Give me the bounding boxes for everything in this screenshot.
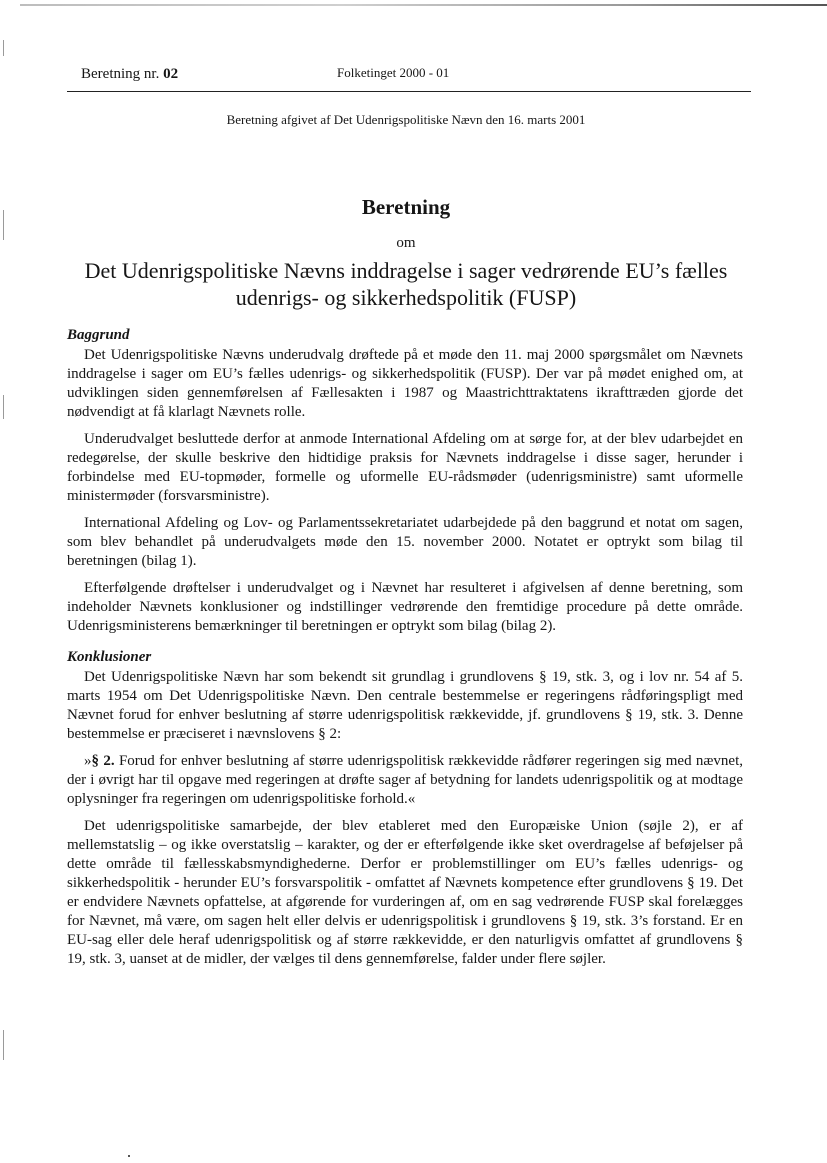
scan-left-mark xyxy=(3,395,4,419)
scan-left-mark xyxy=(3,40,4,56)
paragraph: Efterfølgende drøftelser i underudvalget og i Nævnet har resulteret i afgivelsen af denne beretning, som indeholder Nævnets konklusioner og indstillinger vedrørende den fremtidige procedure på dette område. Udenrigsministerens bemærkninger til beretningen er optrykt som bilag (bilag 2). xyxy=(67,580,743,634)
document-title: Beretning xyxy=(361,195,451,219)
session-label: Folketinget 2000 - 01 xyxy=(337,65,450,80)
section-heading-baggrund: Baggrund xyxy=(67,327,130,343)
law-quote xyxy=(67,752,743,809)
paragraph: Det Udenrigspolitiske Nævn har som bekendt sit grundlag i grundlovens § 19, stk. 3, og i lov nr. 54 af 5. marts 1954 om Det Udenrigspolitiske Nævn. Den centrale bestemmelse er regeringens rådføringspligt med Nævnet forud for enhver beslutning af større udenrigspolitisk rækkevidde, jf. grundlovens § 19, stk. 3. Denne bestemmelse er præciseret i nævnslovens § 2: xyxy=(67,669,743,742)
document-body xyxy=(67,326,743,977)
section-heading-konklusioner: Konklusioner xyxy=(67,649,152,665)
header-divider xyxy=(67,91,751,92)
scan-left-mark xyxy=(3,1030,4,1060)
submitted-line: Beretning afgivet af Det Udenrigspolitiske Nævn den 16. marts 2001 xyxy=(226,112,586,127)
paragraph: Det udenrigspolitiske samarbejde, der blev etableret med den Europæiske Union (søjle 2), er af mellemstatslig – og ikke overstatslig – karakter, og der er efterfølgende ikke sket overdragelse af beføjelser på dette område til fællesskabsmyndighederne. Derfor er problemstillinger om EU’s fælles udenrigs- og sikkerhedspolitik - herunder EU’s forsvarspolitik - omfattet af Nævnets kompetence efter grundlovens § 19. Det er endvidere Nævnets opfattelse, at afgørende for vurderingen af, om en sag vedrørende FUSP skal forelægges for Nævnet, må være, om sagen helt eller delvis er udenrigspolitisk i grundlovens § 19, stk. 3’s forstand. Er en EU-sag eller dele heraf udenrigspolitisk og af større rækkevidde, er den naturligvis omfattet af grundlovens § 19, stk. 3, uanset at de midler, der vælges til dens gennemførelse, falder under flere søjler. xyxy=(67,818,743,967)
report-label-text: Beretning nr. xyxy=(81,66,160,82)
quote-text: Forud for enhver beslutning af større udenrigspolitisk rækkevidde rådfører regeringen sig med nævnet, der i øvrigt har til opgave med regeringen at drøfte sager af betydning for landets udenrigspolitik og at modtage oplysninger fra regeringen om udenrigspolitiske forhold.« xyxy=(67,753,743,807)
report-number-label xyxy=(81,66,178,83)
document-om: om xyxy=(396,235,416,251)
scan-top-edge xyxy=(20,4,827,6)
page-header xyxy=(67,58,751,90)
quote-open-mark: » xyxy=(84,753,92,769)
paragraph: Det Udenrigspolitiske Nævns underudvalg drøftede på et møde den 11. maj 2000 spørgsmålet om Nævnets inddragelse i sager om EU’s fælles udenrigs- og sikkerhedspolitik (FUSP). Der var på mødet enighed om, at udviklingen siden gennemførelsen af Fællesakten i 1987 og Maastrichttraktatens ikrafttræden gjorde det nødvendigt at få klarlagt Nævnets rolle. xyxy=(67,347,743,420)
paragraph: Underudvalget besluttede derfor at anmode International Afdeling om at sørge for, at der blev udarbejdet en redegørelse, der skulle beskrive den hidtidige praksis for Nævnets inddragelse i disse sager, herunder i forbindelse med EU-topmøder, formelle og uformelle EU-rådsmøder (udenrigsministre) samt uformelle ministermøder (forsvarsministre). xyxy=(67,431,743,504)
scan-speck xyxy=(128,1155,130,1157)
report-number: 02 xyxy=(163,66,179,82)
document-subtitle: Det Udenrigspolitiske Nævns inddragelse i sager vedrørende EU’s fælles udenrigs- og sikkerhedspolitik (FUSP) xyxy=(84,258,728,310)
quote-section-number: § 2. xyxy=(91,753,115,769)
paragraph: International Afdeling og Lov- og Parlamentssekretariatet udarbejdede på den baggrund et notat om sagen, som blev behandlet på underudvalgets møde den 15. november 2000. Notatet er optrykt som bilag til beretningen (bilag 1). xyxy=(67,515,743,569)
